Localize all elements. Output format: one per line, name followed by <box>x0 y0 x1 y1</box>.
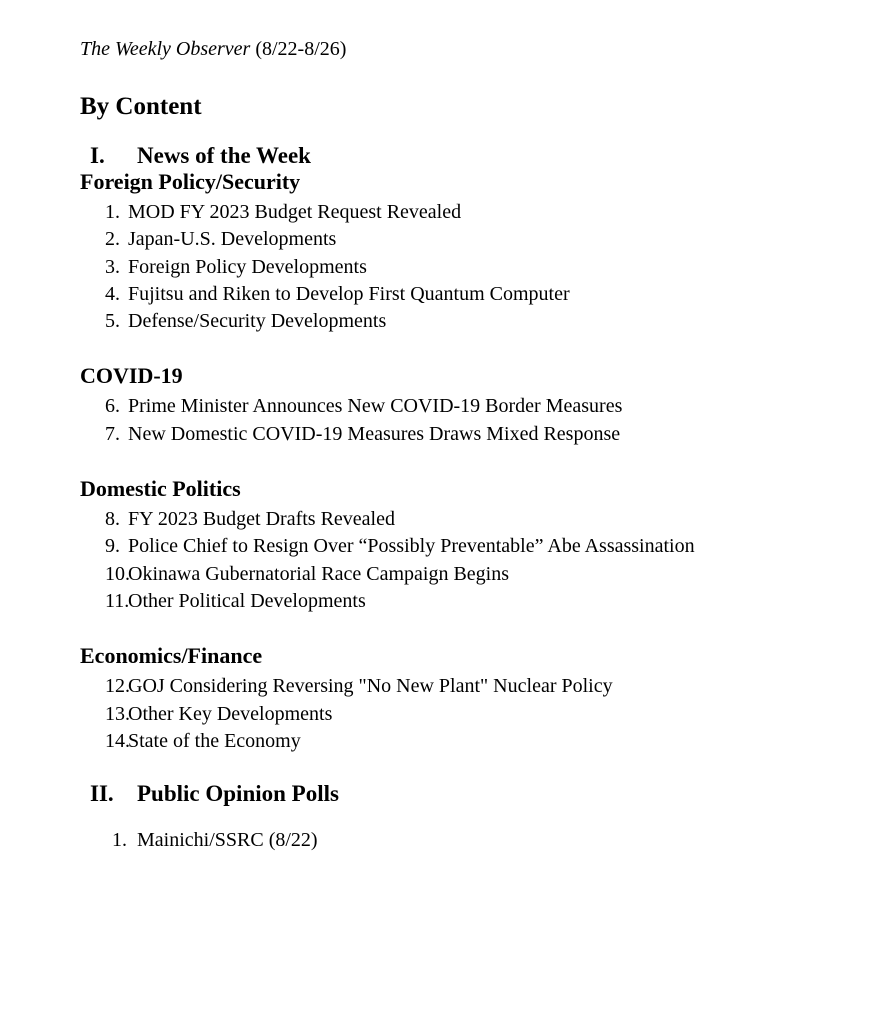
toc-item-number: 9. <box>105 535 120 558</box>
toc-item <box>80 506 813 533</box>
toc-item-number: 8. <box>105 508 120 531</box>
toc-item-text: GOJ Considering Reversing "No New Plant" Nuclear Policy <box>128 675 613 698</box>
toc-item-number: 3. <box>105 255 120 278</box>
section-public-opinion-polls <box>80 781 813 854</box>
doc-title-date: (8/22-8/26) <box>250 38 347 60</box>
toc-item-text: Mainichi/SSRC (8/22) <box>137 829 318 852</box>
section-title: Public Opinion Polls <box>137 781 339 807</box>
group-covid-19 <box>80 363 813 448</box>
toc-item <box>80 421 813 448</box>
toc-item-text: FY 2023 Budget Drafts Revealed <box>128 508 395 531</box>
section-news-of-the-week <box>80 143 813 755</box>
group-foreign-policy-security <box>80 169 813 335</box>
section-numeral: II. <box>90 781 114 807</box>
section-title: News of the Week <box>137 143 311 168</box>
toc-item-number: 1. <box>105 201 120 223</box>
toc-item <box>80 308 813 335</box>
group-domestic-politics <box>80 476 813 615</box>
toc-item-number: 7. <box>105 422 120 445</box>
toc-item <box>80 281 813 308</box>
section-heading-row <box>80 781 813 807</box>
doc-title <box>80 38 813 61</box>
toc-list <box>80 827 813 854</box>
toc-item-number: 2. <box>105 228 120 251</box>
toc-item-number: 11. <box>105 589 130 612</box>
toc-item <box>80 728 813 755</box>
toc-item <box>80 827 813 854</box>
group-heading: Economics/Finance <box>80 643 263 669</box>
toc-item-number: 4. <box>105 282 120 305</box>
toc-item-text: Okinawa Gubernatorial Race Campaign Begins <box>128 562 509 585</box>
toc-item-number: 6. <box>105 395 120 418</box>
main-heading: By Content <box>80 93 202 120</box>
toc-item-text: Prime Minister Announces New COVID-19 Border Measures <box>128 395 623 418</box>
group-heading: Foreign Policy/Security <box>80 169 301 194</box>
section-numeral: I. <box>90 143 105 168</box>
toc-item <box>80 393 813 420</box>
toc-list <box>80 506 813 615</box>
toc-item <box>80 226 813 253</box>
toc-list <box>80 393 813 448</box>
toc-item-number: 13. <box>105 702 130 725</box>
toc-item-text: MOD FY 2023 Budget Request Revealed <box>128 201 462 223</box>
toc-item <box>80 561 813 588</box>
toc-item-text: Police Chief to Resign Over “Possibly Preventable” Abe Assassination <box>128 535 695 558</box>
toc-item <box>80 199 813 226</box>
toc-item-text: New Domestic COVID-19 Measures Draws Mixed Response <box>128 422 621 445</box>
toc-item-text: State of the Economy <box>128 729 301 752</box>
group-economics-finance <box>80 643 813 755</box>
section-heading-row <box>80 143 813 169</box>
group-heading: Domestic Politics <box>80 476 241 502</box>
toc-item-text: Defense/Security Developments <box>128 310 387 333</box>
toc-item-text: Other Political Developments <box>128 589 366 612</box>
toc-list <box>80 199 813 335</box>
toc-item-text: Other Key Developments <box>128 702 333 725</box>
toc-item <box>80 588 813 615</box>
toc-item-number: 10. <box>105 562 130 585</box>
toc-item <box>80 673 813 700</box>
toc-item <box>80 701 813 728</box>
toc-item <box>80 533 813 560</box>
toc-item-text: Fujitsu and Riken to Develop First Quantum Computer <box>128 282 570 305</box>
toc-item-text: Foreign Policy Developments <box>128 255 367 278</box>
toc-item-number: 1. <box>112 829 127 852</box>
toc-item-number: 12. <box>105 675 130 698</box>
doc-title-name: The Weekly Observer <box>80 38 251 60</box>
toc-item-number: 14. <box>105 729 130 752</box>
group-heading: COVID-19 <box>80 363 183 389</box>
toc-item-number: 5. <box>105 310 120 333</box>
toc-item <box>80 254 813 281</box>
toc-list <box>80 673 813 755</box>
toc-item-text: Japan-U.S. Developments <box>128 228 337 251</box>
